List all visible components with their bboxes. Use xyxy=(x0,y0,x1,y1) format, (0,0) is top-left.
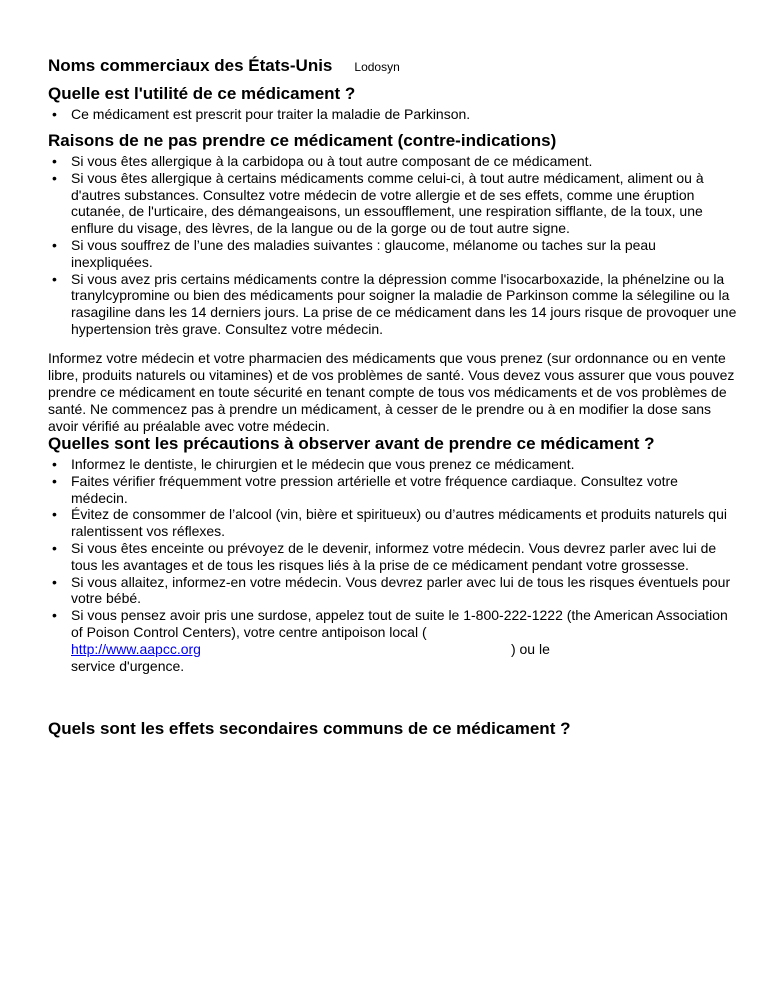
brand-name: Lodosyn xyxy=(354,60,400,74)
contraindications-title: Raisons de ne pas prendre ce médicament (contre-indications) xyxy=(48,131,557,150)
list-item: • Évitez de consommer de l’alcool (vin, bière et spiritueux) ou d’autres médicaments et produits naturels qui ralentissent vos réflexes. xyxy=(48,506,738,540)
side-effects-section xyxy=(48,719,738,739)
list-item: • Si vous avez pris certains médicaments contre la dépression comme l'isocarboxazide, la phénelzine ou la tranylcypromine ou bien des médicaments pour soigner la maladie de Parkinson comme la sélegiline ou la rasagiline dans les 14 derniers jours. La prise de ce médicament dans les 14 jours risque de provoquer une hypertension très grave. Consultez votre médecin. xyxy=(48,271,738,338)
precautions-title: Quelles sont les précautions à observer avant de prendre ce médicament ? xyxy=(48,434,655,453)
list-item: • Ce médicament est prescrit pour traiter la maladie de Parkinson. xyxy=(48,106,738,123)
overdose-text-after: ) ou le xyxy=(510,640,550,657)
list-item: • Si vous allaitez, informez-en votre médecin. Vous devrez parler avec lui de tous les risques éventuels pour votre bébé. xyxy=(48,574,738,608)
list-item: • Si vous êtes enceinte ou prévoyez de le devenir, informez votre médecin. Vous devrez parler avec lui de tous les avantages et de tous les risques liés à la prise de ce médicament pendant votre grossesse. xyxy=(48,540,738,574)
brand-names-heading: Noms commerciaux des États-Unis xyxy=(48,56,333,75)
precautions-section xyxy=(48,434,738,674)
contraindications-section xyxy=(48,131,738,435)
overdose-item xyxy=(48,607,738,674)
contraindications-note: Informez votre médecin et votre pharmacien des médicaments que vous prenez (sur ordonnance ou en vente libre, produits naturels ou vitamines) et de vos problèmes de santé. Vous devez vous assurer que vous pouvez prendre ce médicament en toute sécurité en tenant compte de tous vos médicaments et de vos problèmes de santé. Ne commencez pas à prendre un médicament, à cesser de le prendre ou à en modifier la dose sans avoir vérifié au préalable avec votre médecin. xyxy=(48,349,735,434)
use-section-title: Quelle est l'utilité de ce médicament ? xyxy=(48,84,356,103)
side-effects-title: Quels sont les effets secondaires communs de ce médicament ? xyxy=(48,719,571,738)
list-item: • Si vous êtes allergique à la carbidopa ou à tout autre composant de ce médicament. xyxy=(48,153,738,170)
list-item: • Informez le dentiste, le chirurgien et le médecin que vous prenez ce médicament. xyxy=(48,456,738,473)
overdose-text: Si vous pensez avoir pris une surdose, appelez tout de suite le 1-800-222-1222 (the American Association of Poison Control Centers), votre centre antipoison local ( xyxy=(71,607,728,640)
use-list xyxy=(48,106,738,123)
aapcc-link[interactable]: http://www.aapcc.org xyxy=(71,640,201,657)
list-item: • Si vous souffrez de l’une des maladies suivantes : glaucome, mélanome ou taches sur la peau inexpliquées. xyxy=(48,237,738,271)
contraindications-list xyxy=(48,153,738,338)
use-section xyxy=(48,84,738,123)
overdose-text-end: service d'urgence. xyxy=(71,657,185,674)
precautions-list xyxy=(48,456,738,674)
brand-names-line xyxy=(48,56,400,76)
list-item: • Si vous êtes allergique à certains médicaments comme celui-ci, à tout autre médicament, aliment ou à d'autres substances. Consultez votre médecin de votre allergie et de ses effets, comme une éruption cutanée, de l'urticaire, des démangeaisons, un essoufflement, une respiration sifflante, de la toux, une enflure du visage, des lèvres, de la langue ou de la gorge ou de tout autre signe. xyxy=(48,170,738,237)
list-item: • Faites vérifier fréquemment votre pression artérielle et votre fréquence cardiaque. Consultez votre médecin. xyxy=(48,473,738,507)
